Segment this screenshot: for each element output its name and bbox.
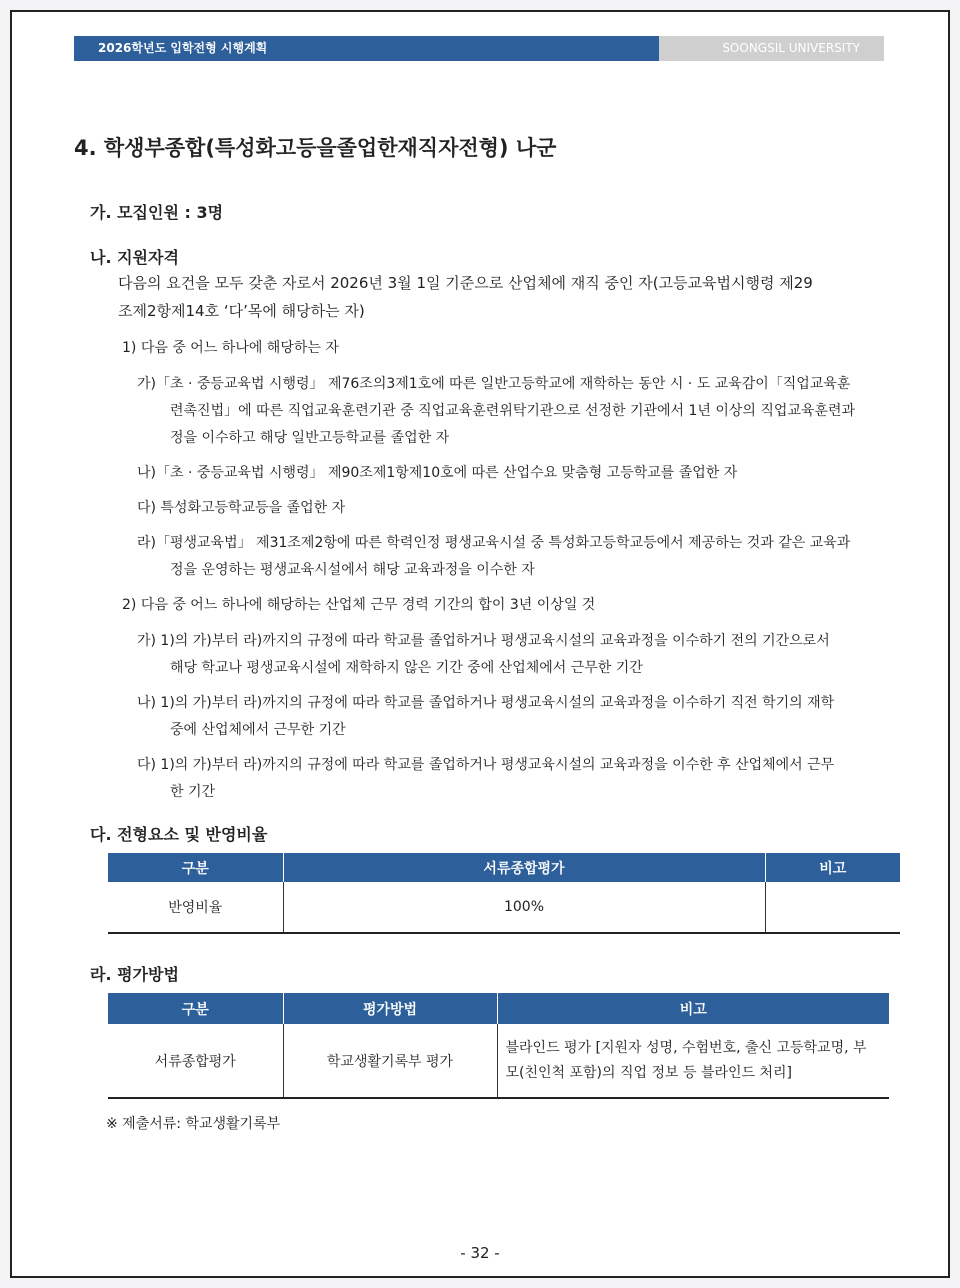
condition-1-list bbox=[137, 371, 855, 592]
text-line: 가)「초 · 중등교육법 시행령」 제76조의3제1호에 따른 일반고등학교에 재학하는 동안 시 · 도 교육감이「직업교육훈 bbox=[137, 376, 851, 392]
condition-1: 1) 다음 중 어느 하나에 해당하는 자 bbox=[122, 340, 339, 356]
sub-item bbox=[137, 460, 855, 487]
condition-2-list bbox=[137, 628, 834, 814]
col-header: 구분 bbox=[108, 853, 283, 882]
sub-item bbox=[137, 628, 834, 682]
text-line: 다) 1)의 가)부터 라)까지의 규정에 따라 학교를 졸업하거나 평생교육시설의 교육과정을 이수한 후 산업체에서 근무 bbox=[137, 757, 835, 773]
page-number: - 32 - bbox=[460, 1244, 500, 1262]
sub-item bbox=[137, 495, 855, 522]
text-line: 련촉진법」에 따른 직업교육훈련기관 중 직업교육훈련위탁기관으로 선정한 기관에서 1년 이상의 직업교육훈련과 bbox=[170, 403, 856, 419]
ratio-table bbox=[108, 853, 900, 934]
text-line: 가) 1)의 가)부터 라)까지의 규정에 따라 학교를 졸업하거나 평생교육시설의 교육과정을 이수하기 전의 기간으로서 bbox=[137, 633, 830, 649]
text-line: 중에 산업체에서 근무한 기간 bbox=[170, 722, 346, 738]
evaluation-table bbox=[108, 993, 889, 1099]
text-line: 다) 특성화고등학교등을 졸업한 자 bbox=[137, 500, 346, 516]
text-line: 나)「초 · 중등교육법 시행령」 제90조제1항제10호에 따른 산업수요 맞춤형 고등학교를 졸업한 자 bbox=[137, 465, 738, 481]
text-line: 모(친인척 포함)의 직업 정보 등 블라인드 처리] bbox=[505, 1064, 793, 1081]
text-line: 나) 1)의 가)부터 라)까지의 규정에 따라 학교를 졸업하거나 평생교육시설의 교육과정을 이수하기 직전 학기의 재학 bbox=[137, 695, 835, 711]
ratio-heading: 다. 전형요소 및 반영비율 bbox=[90, 825, 268, 844]
col-header: 비고 bbox=[497, 993, 889, 1024]
sub-item bbox=[137, 752, 834, 806]
submission-note: ※ 제출서류: 학교생활기록부 bbox=[106, 1116, 281, 1132]
text-line: 한 기간 bbox=[170, 784, 216, 800]
eligibility-heading: 나. 지원자격 bbox=[90, 248, 179, 267]
text-line: 해당 학교나 평생교육시설에 재학하지 않은 기간 중에 산업체에서 근무한 기간 bbox=[170, 660, 643, 676]
header-university: SOONGSIL UNIVERSITY bbox=[659, 36, 884, 61]
cell: 100% bbox=[283, 882, 765, 933]
cell: 반영비율 bbox=[108, 882, 283, 933]
col-header: 비고 bbox=[765, 853, 900, 882]
evaluation-heading: 라. 평가방법 bbox=[90, 965, 179, 984]
col-header: 서류종합평가 bbox=[283, 853, 765, 882]
sub-item bbox=[137, 690, 834, 744]
text-line: 라)「평생교육법」 제31조제2항에 따른 학력인정 평생교육시설 중 특성화고등학교등에서 제공하는 것과 같은 교육과 bbox=[137, 535, 851, 551]
condition-2: 2) 다음 중 어느 하나에 해당하는 산업체 근무 경력 기간의 합이 3년 이상일 것 bbox=[122, 597, 596, 613]
cell bbox=[765, 882, 900, 933]
sub-item bbox=[137, 371, 855, 452]
header-title: 2026학년도 입학전형 시행계획 bbox=[74, 36, 659, 61]
text-line: 정을 이수하고 해당 일반고등학교를 졸업한 자 bbox=[170, 430, 450, 446]
section-title: 4. 학생부종합(특성화고등을졸업한재직자전형) 나군 bbox=[74, 136, 557, 160]
cell: 학교생활기록부 평가 bbox=[283, 1024, 497, 1098]
col-header: 평가방법 bbox=[283, 993, 497, 1024]
text-line: 다음의 요건을 모두 갖춘 자로서 2026년 3월 1일 기준으로 산업체에 재직 중인 자(고등교육법시행령 제29 bbox=[118, 274, 813, 292]
cell-notes bbox=[497, 1024, 889, 1098]
text-line: 조제2항제14호 ‘다’목에 해당하는 자) bbox=[118, 302, 365, 320]
eligibility-intro bbox=[118, 269, 813, 325]
text-line: 블라인드 평가 [지원자 성명, 수험번호, 출신 고등학교명, 부 bbox=[505, 1039, 867, 1056]
text-line: 정을 운영하는 평생교육시설에서 해당 교육과정을 이수한 자 bbox=[170, 562, 535, 578]
sub-item bbox=[137, 530, 855, 584]
recruitment-count: 가. 모집인원 : 3명 bbox=[90, 203, 224, 222]
col-header: 구분 bbox=[108, 993, 283, 1024]
cell: 서류종합평가 bbox=[108, 1024, 283, 1098]
